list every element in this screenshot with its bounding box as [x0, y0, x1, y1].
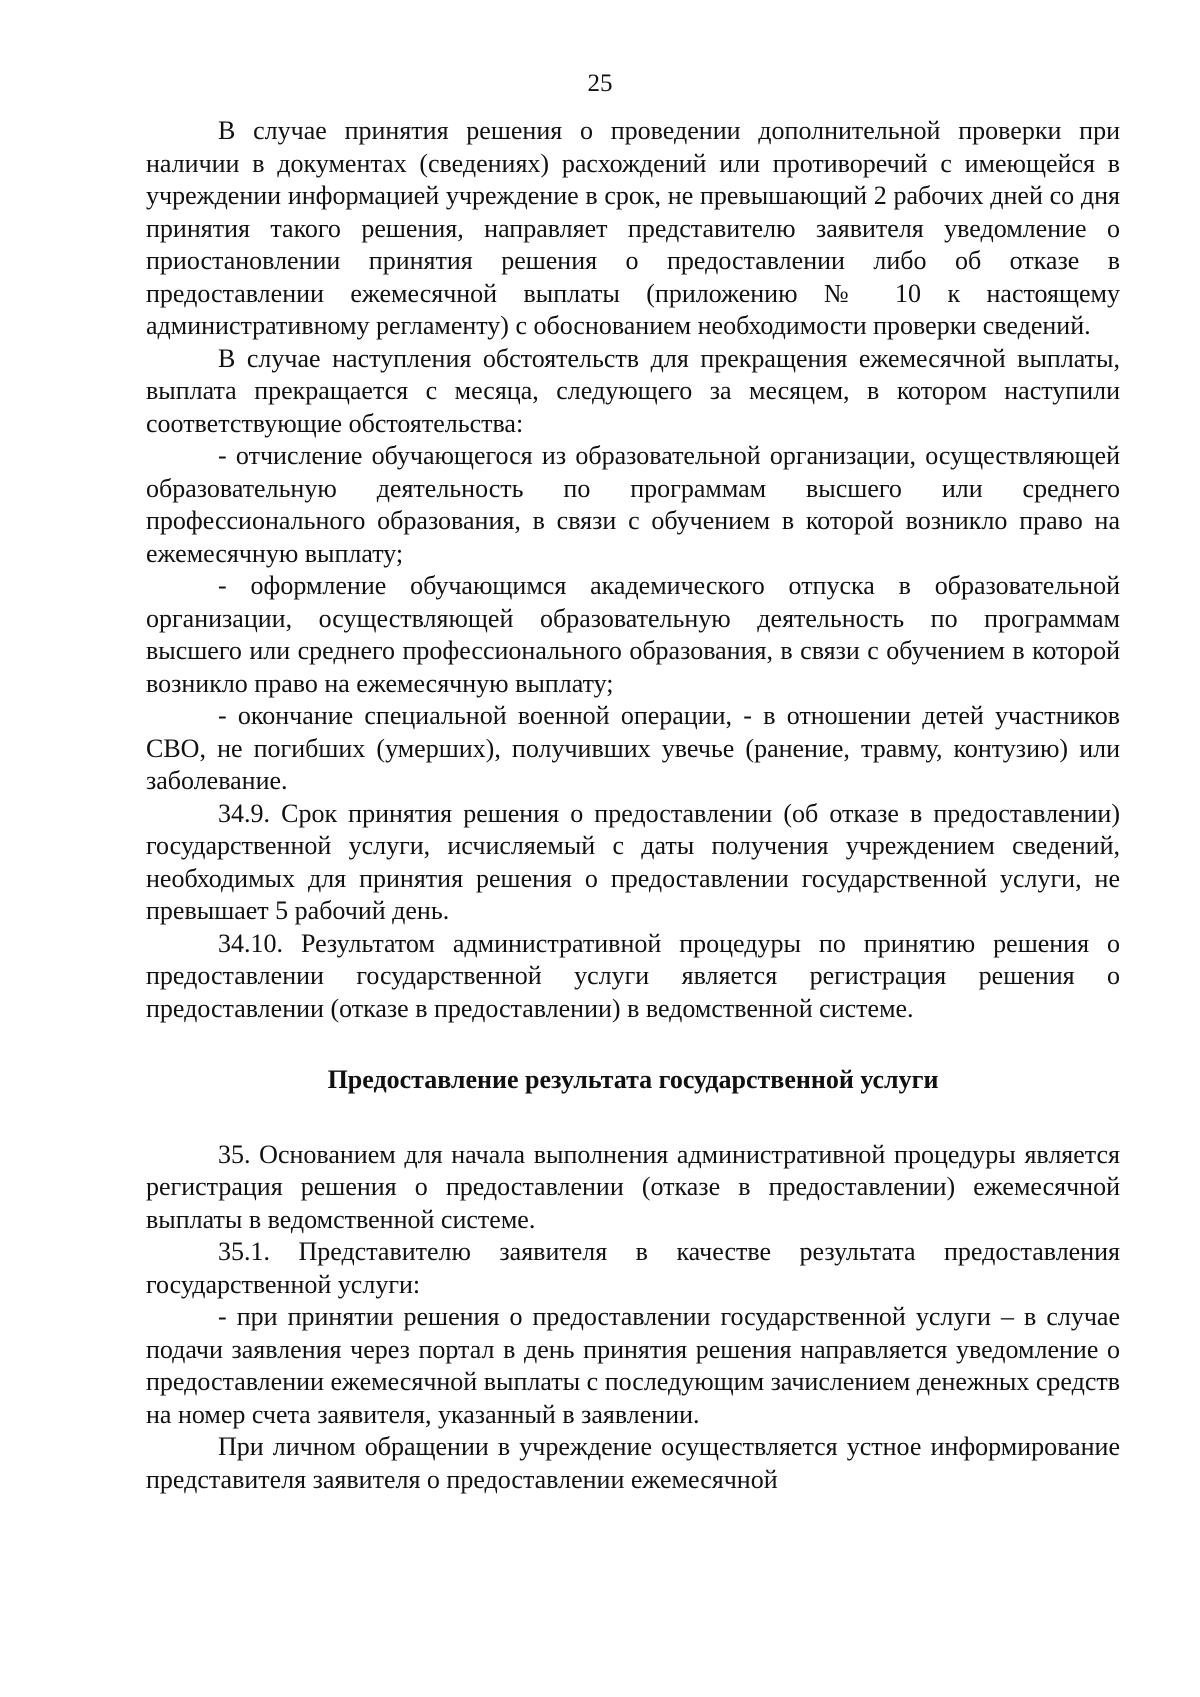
list-item-decision-notice: - при принятии решения о предоставлении государственной услуги – в случае подачи заявления через портал в день принятия решения направляется уведомление о предоставлении ежемесячной выплаты с последующим зачислением денежных средств на номер счета заявителя, указанный в заявлении.	[146, 1302, 1120, 1429]
list-item-svo-end: - окончание специальной военной операции, - в отношении детей участников СВО, не погибших (умерших), получивших увечье (ранение, травму, контузию) или заболевание.	[146, 701, 1120, 795]
list-item-academic-leave: - оформление обучающимся академического отпуска в образовательной организации, осуществляющей образовательную деятельность по программам высшего или среднего профессионального образования, в связи с обучением в которой возникло право на ежемесячную выплату;	[146, 571, 1120, 698]
paragraph-35-1: 35.1. Представителю заявителя в качестве результата предоставления государственной услуги:	[146, 1237, 1120, 1299]
list-item-expulsion: - отчисление обучающегося из образовательной организации, осуществляющей образовательную деятельность по программам высшего или среднего профессионального образования, в связи с обучением в которой возникло право на ежемесячную выплату;	[146, 441, 1120, 568]
paragraph-35: 35. Основанием для начала выполнения административной процедуры является регистрация решения о предоставлении (отказе в предоставлении) ежемесячной выплаты в ведомственной системе.	[146, 1139, 1120, 1234]
paragraph-34-9: 34.9. Срок принятия решения о предоставлении (об отказе в предоставлении) государственной услуги, исчисляемый с даты получения учреждением сведений, необходимых для принятия решения о предоставлении государственной услуги, не превышает 5 рабочий день.	[146, 798, 1120, 925]
page-number: 25	[587, 70, 613, 97]
paragraph-termination-circumstances: В случае наступления обстоятельств для прекращения ежемесячной выплаты, выплата прекращается с месяца, следующего за месяцем, в котором наступили соответствующие обстоятельства:	[146, 343, 1120, 438]
paragraph-34-10: 34.10. Результатом административной процедуры по принятию решения о предоставлении государственной услуги является регистрация решения о предоставлении (отказе в предоставлении) в ведомственной системе.	[146, 928, 1120, 1023]
paragraph-personal-visit: При личном обращении в учреждение осуществляется устное информирование представителя заявителя о предоставлении ежемесячной	[146, 1432, 1120, 1494]
document-body	[146, 115, 1120, 1496]
section-heading: Предоставление результата государственной услуги	[327, 1065, 939, 1094]
paragraph-additional-check: В случае принятия решения о проведении дополнительной проверки при наличии в документах (сведениях) расхождений или противоречий с имеющейся в учреждении информацией учреждение в срок, не превышающий 2 рабочих дней со дня принятия такого решения, направляет представителю заявителя уведомление о приостановлении принятия решения о предоставлении либо об отказе в предоставлении ежемесячной выплаты (приложению № 10 к настоящему административному регламенту) с обоснованием необходимости проверки сведений.	[146, 116, 1120, 340]
